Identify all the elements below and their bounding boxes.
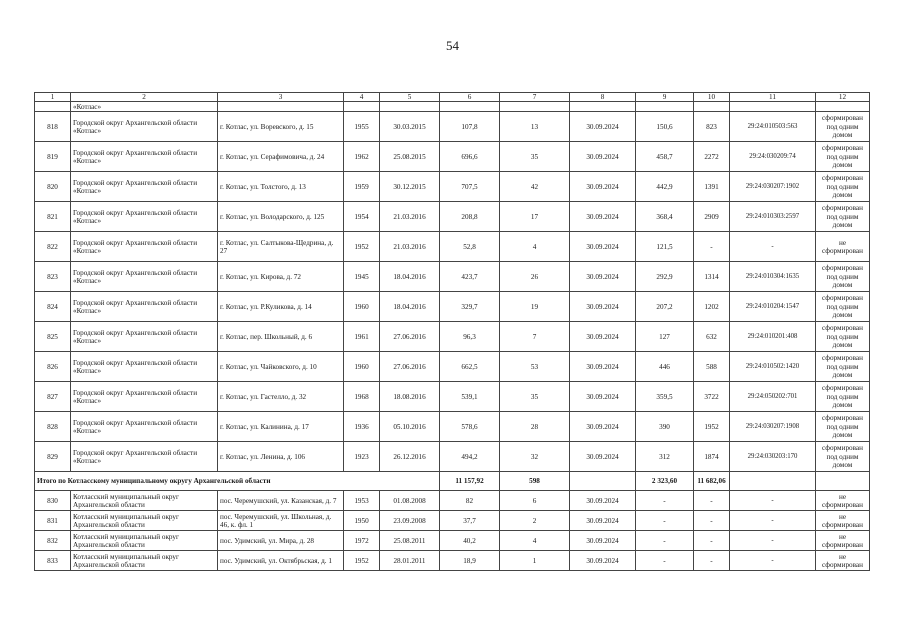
date-cell: 21.03.2016	[380, 202, 440, 232]
table-row	[35, 442, 870, 472]
col-num-2: 2	[71, 93, 218, 102]
people-cell: 35	[500, 142, 570, 172]
date-cell: 01.08.2008	[380, 491, 440, 511]
value2-cell: 2272	[694, 142, 730, 172]
value-cell: 207,2	[636, 292, 694, 322]
owner-cell: Котласский муниципальный округ Архангельской области	[71, 551, 218, 571]
total-people: 598	[500, 472, 570, 491]
status-cell: сформирован под одним домом	[816, 442, 870, 472]
cadastral-cell: -	[730, 232, 816, 262]
column-number-row	[35, 93, 870, 102]
status-cell: не сформирован	[816, 531, 870, 551]
date2-cell: 30.09.2024	[570, 442, 636, 472]
value-cell: -	[636, 531, 694, 551]
value-cell: 446	[636, 352, 694, 382]
owner-cell: Котласский муниципальный округ Архангельской области	[71, 491, 218, 511]
table-row	[35, 531, 870, 551]
value2-cell: 1874	[694, 442, 730, 472]
year-cell: 1959	[344, 172, 380, 202]
date2-cell: 30.09.2024	[570, 202, 636, 232]
owner-cell: Городской округ Архангельской области «Котлас»	[71, 292, 218, 322]
date2-cell: 30.09.2024	[570, 322, 636, 352]
row-number: 822	[35, 232, 71, 262]
people-cell: 4	[500, 232, 570, 262]
status-cell: не сформирован	[816, 491, 870, 511]
address-cell: г. Котлас, ул. Чайковского, д. 10	[218, 352, 344, 382]
year-cell: 1936	[344, 412, 380, 442]
date2-cell: 30.09.2024	[570, 352, 636, 382]
area-cell: 82	[440, 491, 500, 511]
table-row	[35, 232, 870, 262]
area-cell: 96,3	[440, 322, 500, 352]
date2-cell: 30.09.2024	[570, 232, 636, 262]
value-cell: 359,5	[636, 382, 694, 412]
year-cell: 1945	[344, 262, 380, 292]
table-row	[35, 112, 870, 142]
value2-cell: 1202	[694, 292, 730, 322]
date2-cell: 30.09.2024	[570, 511, 636, 531]
value2-cell: 823	[694, 112, 730, 142]
row-number: 819	[35, 142, 71, 172]
year-cell: 1972	[344, 531, 380, 551]
address-cell: г. Котлас, ул. Толстого, д. 13	[218, 172, 344, 202]
col-num-10: 10	[694, 93, 730, 102]
people-cell: 7	[500, 322, 570, 352]
value2-cell: 1314	[694, 262, 730, 292]
date-cell: 18.04.2016	[380, 262, 440, 292]
col-num-7: 7	[500, 93, 570, 102]
cadastral-cell: -	[730, 531, 816, 551]
value-cell: -	[636, 551, 694, 571]
status-cell: сформирован под одним домом	[816, 202, 870, 232]
value-cell: 368,4	[636, 202, 694, 232]
date2-cell: 30.09.2024	[570, 491, 636, 511]
status-cell: не сформирован	[816, 232, 870, 262]
owner-cell: Городской округ Архангельской области «Котлас»	[71, 322, 218, 352]
value2-cell: -	[694, 531, 730, 551]
value2-cell: 3722	[694, 382, 730, 412]
value-cell: 442,9	[636, 172, 694, 202]
area-cell: 208,8	[440, 202, 500, 232]
status-cell: не сформирован	[816, 511, 870, 531]
area-cell: 423,7	[440, 262, 500, 292]
address-cell: пос. Черемушский, ул. Казанская, д. 7	[218, 491, 344, 511]
col-num-8: 8	[570, 93, 636, 102]
cadastral-cell: 29:24:030207:1908	[730, 412, 816, 442]
row-number: 821	[35, 202, 71, 232]
date-cell: 18.04.2016	[380, 292, 440, 322]
year-cell: 1952	[344, 551, 380, 571]
people-cell: 2	[500, 511, 570, 531]
col-num-1: 1	[35, 93, 71, 102]
value-cell: 312	[636, 442, 694, 472]
year-cell: 1968	[344, 382, 380, 412]
value-cell: 390	[636, 412, 694, 442]
row-number: 827	[35, 382, 71, 412]
table-row	[35, 382, 870, 412]
continuation-text: «Котлас»	[71, 102, 218, 112]
value-cell: -	[636, 491, 694, 511]
area-cell: 52,8	[440, 232, 500, 262]
year-cell: 1960	[344, 352, 380, 382]
row-number: 825	[35, 322, 71, 352]
status-cell: сформирован под одним домом	[816, 172, 870, 202]
area-cell: 40,2	[440, 531, 500, 551]
value2-cell: 1391	[694, 172, 730, 202]
year-cell: 1962	[344, 142, 380, 172]
year-cell: 1960	[344, 292, 380, 322]
cadastral-cell: 29:24:030209:74	[730, 142, 816, 172]
address-cell: пос. Удимский, ул. Мира, д. 28	[218, 531, 344, 551]
value2-cell: -	[694, 491, 730, 511]
people-cell: 53	[500, 352, 570, 382]
address-cell: г. Котлас, ул. Калинина, д. 17	[218, 412, 344, 442]
value2-cell: -	[694, 551, 730, 571]
date-cell: 23.09.2008	[380, 511, 440, 531]
people-cell: 13	[500, 112, 570, 142]
value2-cell: 1952	[694, 412, 730, 442]
cadastral-cell: 29:24:010201:408	[730, 322, 816, 352]
date2-cell: 30.09.2024	[570, 172, 636, 202]
date-cell: 27.06.2016	[380, 352, 440, 382]
date-cell: 30.03.2015	[380, 112, 440, 142]
row-number: 832	[35, 531, 71, 551]
row-number: 829	[35, 442, 71, 472]
value-cell: -	[636, 511, 694, 531]
cadastral-cell: 29:24:030207:1902	[730, 172, 816, 202]
date2-cell: 30.09.2024	[570, 531, 636, 551]
date-cell: 30.12.2015	[380, 172, 440, 202]
date-cell: 28.01.2011	[380, 551, 440, 571]
area-cell: 18,9	[440, 551, 500, 571]
people-cell: 26	[500, 262, 570, 292]
table-row	[35, 352, 870, 382]
col-num-11: 11	[730, 93, 816, 102]
value2-cell: 2909	[694, 202, 730, 232]
year-cell: 1953	[344, 491, 380, 511]
row-number: 833	[35, 551, 71, 571]
cadastral-cell: 29:24:010503:563	[730, 112, 816, 142]
total-row	[35, 472, 870, 491]
date2-cell: 30.09.2024	[570, 292, 636, 322]
address-cell: г. Котлас, ул. Салтыкова-Щедрина, д. 27	[218, 232, 344, 262]
status-cell: сформирован под одним домом	[816, 352, 870, 382]
continuation-row	[35, 102, 870, 112]
cadastral-cell: 29:24:010303:2597	[730, 202, 816, 232]
total-empty-11	[730, 472, 816, 491]
date2-cell: 30.09.2024	[570, 262, 636, 292]
status-cell: сформирован под одним домом	[816, 142, 870, 172]
owner-cell: Городской округ Архангельской области «Котлас»	[71, 412, 218, 442]
cadastral-cell: -	[730, 491, 816, 511]
date-cell: 05.10.2016	[380, 412, 440, 442]
register-table	[34, 92, 870, 571]
area-cell: 494,2	[440, 442, 500, 472]
area-cell: 329,7	[440, 292, 500, 322]
owner-cell: Городской округ Архангельской области «Котлас»	[71, 232, 218, 262]
date2-cell: 30.09.2024	[570, 382, 636, 412]
value-cell: 150,6	[636, 112, 694, 142]
people-cell: 42	[500, 172, 570, 202]
people-cell: 17	[500, 202, 570, 232]
status-cell: сформирован под одним домом	[816, 322, 870, 352]
people-cell: 4	[500, 531, 570, 551]
value-cell: 127	[636, 322, 694, 352]
date-cell: 27.06.2016	[380, 322, 440, 352]
row-number: 826	[35, 352, 71, 382]
row-number: 823	[35, 262, 71, 292]
col-num-12: 12	[816, 93, 870, 102]
total-value: 2 323,60	[636, 472, 694, 491]
address-cell: г. Котлас, ул. Володарского, д. 125	[218, 202, 344, 232]
table-row	[35, 551, 870, 571]
row-number: 831	[35, 511, 71, 531]
area-cell: 696,6	[440, 142, 500, 172]
col-num-4: 4	[344, 93, 380, 102]
status-cell: сформирован под одним домом	[816, 262, 870, 292]
value2-cell: 588	[694, 352, 730, 382]
total-value2: 11 682,06	[694, 472, 730, 491]
table-row	[35, 491, 870, 511]
address-cell: г. Котлас, ул. Кирова, д. 72	[218, 262, 344, 292]
col-num-3: 3	[218, 93, 344, 102]
address-cell: г. Котлас, ул. Р.Куликова, д. 14	[218, 292, 344, 322]
table-row	[35, 412, 870, 442]
date-cell: 18.08.2016	[380, 382, 440, 412]
status-cell: сформирован под одним домом	[816, 412, 870, 442]
owner-cell: Городской округ Архангельской области «Котлас»	[71, 382, 218, 412]
year-cell: 1950	[344, 511, 380, 531]
row-number: 820	[35, 172, 71, 202]
table-row	[35, 292, 870, 322]
date-cell: 25.08.2015	[380, 142, 440, 172]
address-cell: г. Котлас, ул. Гастелло, д. 32	[218, 382, 344, 412]
address-cell: пос. Черемушский, ул. Школьная, д. 46, к. фл. 1	[218, 511, 344, 531]
cadastral-cell: -	[730, 551, 816, 571]
owner-cell: Котласский муниципальный округ Архангельской области	[71, 511, 218, 531]
owner-cell: Котласский муниципальный округ Архангельской области	[71, 531, 218, 551]
owner-cell: Городской округ Архангельской области «Котлас»	[71, 352, 218, 382]
value-cell: 458,7	[636, 142, 694, 172]
people-cell: 6	[500, 491, 570, 511]
page-number: 54	[446, 38, 459, 53]
people-cell: 1	[500, 551, 570, 571]
owner-cell: Городской округ Архангельской области «Котлас»	[71, 172, 218, 202]
date-cell: 21.03.2016	[380, 232, 440, 262]
cadastral-cell: 29:24:010502:1420	[730, 352, 816, 382]
owner-cell: Городской округ Архангельской области «Котлас»	[71, 202, 218, 232]
total-area: 11 157,92	[440, 472, 500, 491]
area-cell: 662,5	[440, 352, 500, 382]
address-cell: г. Котлас, ул. Воревского, д. 15	[218, 112, 344, 142]
date-cell: 25.08.2011	[380, 531, 440, 551]
row-number: 830	[35, 491, 71, 511]
area-cell: 578,6	[440, 412, 500, 442]
address-cell: г. Котлас, ул. Серафимовича, д. 24	[218, 142, 344, 172]
date2-cell: 30.09.2024	[570, 112, 636, 142]
table-row	[35, 262, 870, 292]
value-cell: 292,9	[636, 262, 694, 292]
date2-cell: 30.09.2024	[570, 142, 636, 172]
owner-cell: Городской округ Архангельской области «Котлас»	[71, 442, 218, 472]
cadastral-cell: 29:24:010304:1635	[730, 262, 816, 292]
row-number: 828	[35, 412, 71, 442]
address-cell: г. Котлас, ул. Ленина, д. 106	[218, 442, 344, 472]
year-cell: 1961	[344, 322, 380, 352]
date-cell: 26.12.2016	[380, 442, 440, 472]
row-number: 824	[35, 292, 71, 322]
people-cell: 32	[500, 442, 570, 472]
cadastral-cell: 29:24:030203:170	[730, 442, 816, 472]
year-cell: 1923	[344, 442, 380, 472]
cadastral-cell: -	[730, 511, 816, 531]
col-num-9: 9	[636, 93, 694, 102]
table-row	[35, 511, 870, 531]
status-cell: не сформирован	[816, 551, 870, 571]
date2-cell: 30.09.2024	[570, 551, 636, 571]
total-empty-8	[570, 472, 636, 491]
people-cell: 35	[500, 382, 570, 412]
people-cell: 19	[500, 292, 570, 322]
owner-cell: Городской округ Архангельской области «Котлас»	[71, 262, 218, 292]
value2-cell: -	[694, 511, 730, 531]
table-row	[35, 172, 870, 202]
address-cell: г. Котлас, пер. Школьный, д. 6	[218, 322, 344, 352]
year-cell: 1955	[344, 112, 380, 142]
row-number: 818	[35, 112, 71, 142]
table-row	[35, 142, 870, 172]
value2-cell: 632	[694, 322, 730, 352]
total-empty-12	[816, 472, 870, 491]
cadastral-cell: 29:24:010204:1547	[730, 292, 816, 322]
area-cell: 37,7	[440, 511, 500, 531]
col-num-5: 5	[380, 93, 440, 102]
year-cell: 1952	[344, 232, 380, 262]
col-num-6: 6	[440, 93, 500, 102]
cadastral-cell: 29:24:050202:701	[730, 382, 816, 412]
table-row	[35, 202, 870, 232]
date2-cell: 30.09.2024	[570, 412, 636, 442]
owner-cell: Городской округ Архангельской области «Котлас»	[71, 112, 218, 142]
area-cell: 539,1	[440, 382, 500, 412]
status-cell: сформирован под одним домом	[816, 382, 870, 412]
status-cell: сформирован под одним домом	[816, 292, 870, 322]
value-cell: 121,5	[636, 232, 694, 262]
address-cell: пос. Удимский, ул. Октябрьская, д. 1	[218, 551, 344, 571]
area-cell: 707,5	[440, 172, 500, 202]
year-cell: 1954	[344, 202, 380, 232]
total-label: Итого по Котласскому муниципальному округу Архангельской области	[35, 472, 440, 491]
value2-cell: -	[694, 232, 730, 262]
status-cell: сформирован под одним домом	[816, 112, 870, 142]
people-cell: 28	[500, 412, 570, 442]
area-cell: 107,8	[440, 112, 500, 142]
owner-cell: Городской округ Архангельской области «Котлас»	[71, 142, 218, 172]
table-row	[35, 322, 870, 352]
